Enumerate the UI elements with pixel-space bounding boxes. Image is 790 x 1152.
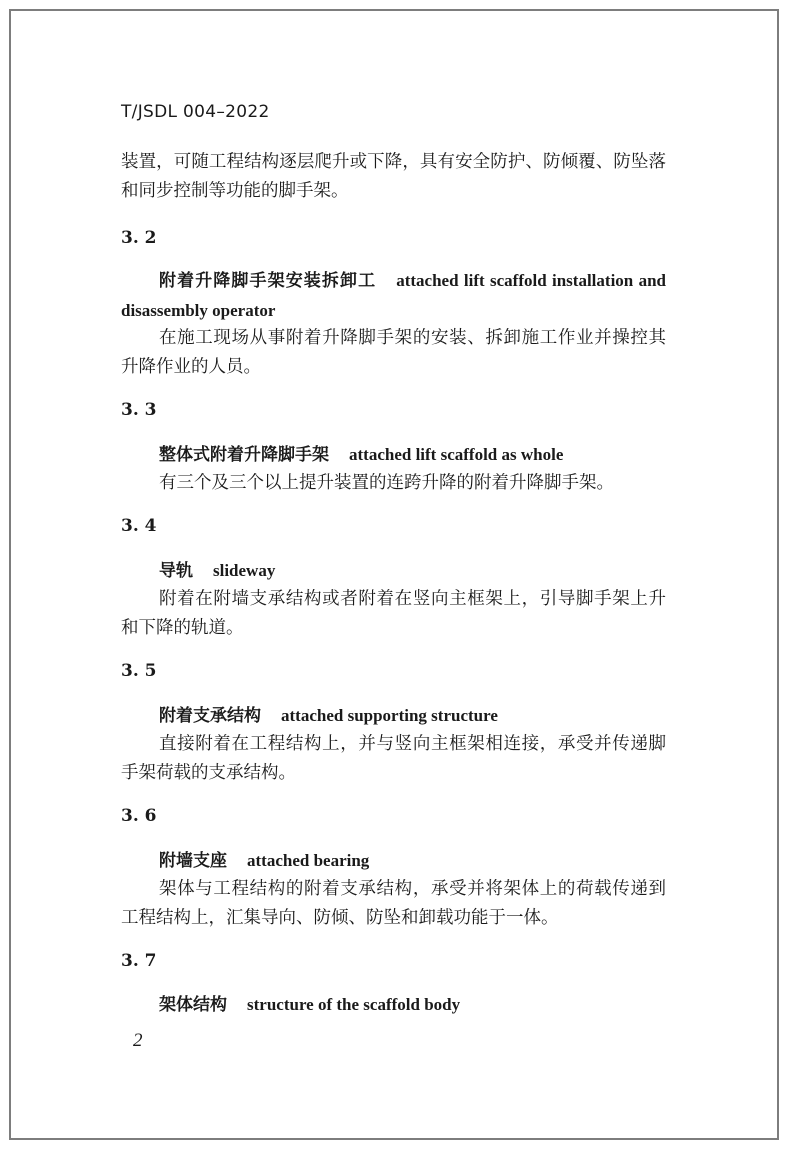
term-zh: 附墙支座 [159, 851, 227, 871]
term-3-4 [121, 556, 666, 586]
term-en: attached bearing [247, 851, 370, 870]
definition-3-3: 有三个及三个以上提升装置的连跨升降的附着升降脚手架。 [159, 473, 614, 493]
term-3-6 [121, 846, 666, 876]
term-en: attached lift scaffold installation and disassembly operator [121, 271, 667, 320]
term-zh: 附着支承结构 [159, 706, 261, 726]
document-code-header: T/JSDL 004–2022 [121, 102, 270, 122]
section-number-3-2: 3. 2 [121, 228, 157, 248]
section-number-3-6: 3. 6 [121, 806, 157, 826]
definition-3-6: 架体与工程结构的附着支承结构，承受并将架体上的荷载传递到工程结构上，汇集导向、防倾、防坠和卸载功能于一体。 [121, 879, 666, 928]
term-3-7 [121, 990, 666, 1020]
term-3-3 [121, 440, 666, 470]
term-en: slideway [213, 561, 276, 580]
definition-3-2: 在施工现场从事附着升降脚手架的安装、拆卸施工作业并操控其升降作业的人员。 [121, 328, 666, 377]
intro-paragraph: 装置，可随工程结构逐层爬升或下降，具有安全防护、防倾覆、防坠落和同步控制等功能的脚手架。 [121, 152, 666, 201]
term-en: attached supporting structure [281, 706, 498, 725]
section-number-3-5: 3. 5 [121, 661, 157, 681]
section-number-3-4: 3. 4 [121, 516, 157, 536]
term-3-5 [121, 701, 666, 731]
page-number: 2 [133, 1030, 143, 1051]
term-zh: 架体结构 [159, 995, 227, 1015]
term-en: structure of the scaffold body [247, 995, 461, 1014]
term-3-2 [121, 266, 666, 326]
section-number-3-3: 3. 3 [121, 400, 157, 420]
term-en: attached lift scaffold as whole [349, 445, 564, 464]
definition-3-4: 附着在附墙支承结构或者附着在竖向主框架上，引导脚手架上升和下降的轨道。 [121, 589, 666, 638]
definition-3-5: 直接附着在工程结构上，并与竖向主框架相连接，承受并传递脚手架荷载的支承结构。 [121, 734, 666, 783]
section-number-3-7: 3. 7 [121, 951, 157, 971]
term-zh: 附着升降脚手架安装拆卸工 [159, 271, 377, 291]
term-zh: 导轨 [159, 561, 193, 581]
term-zh: 整体式附着升降脚手架 [159, 445, 329, 465]
